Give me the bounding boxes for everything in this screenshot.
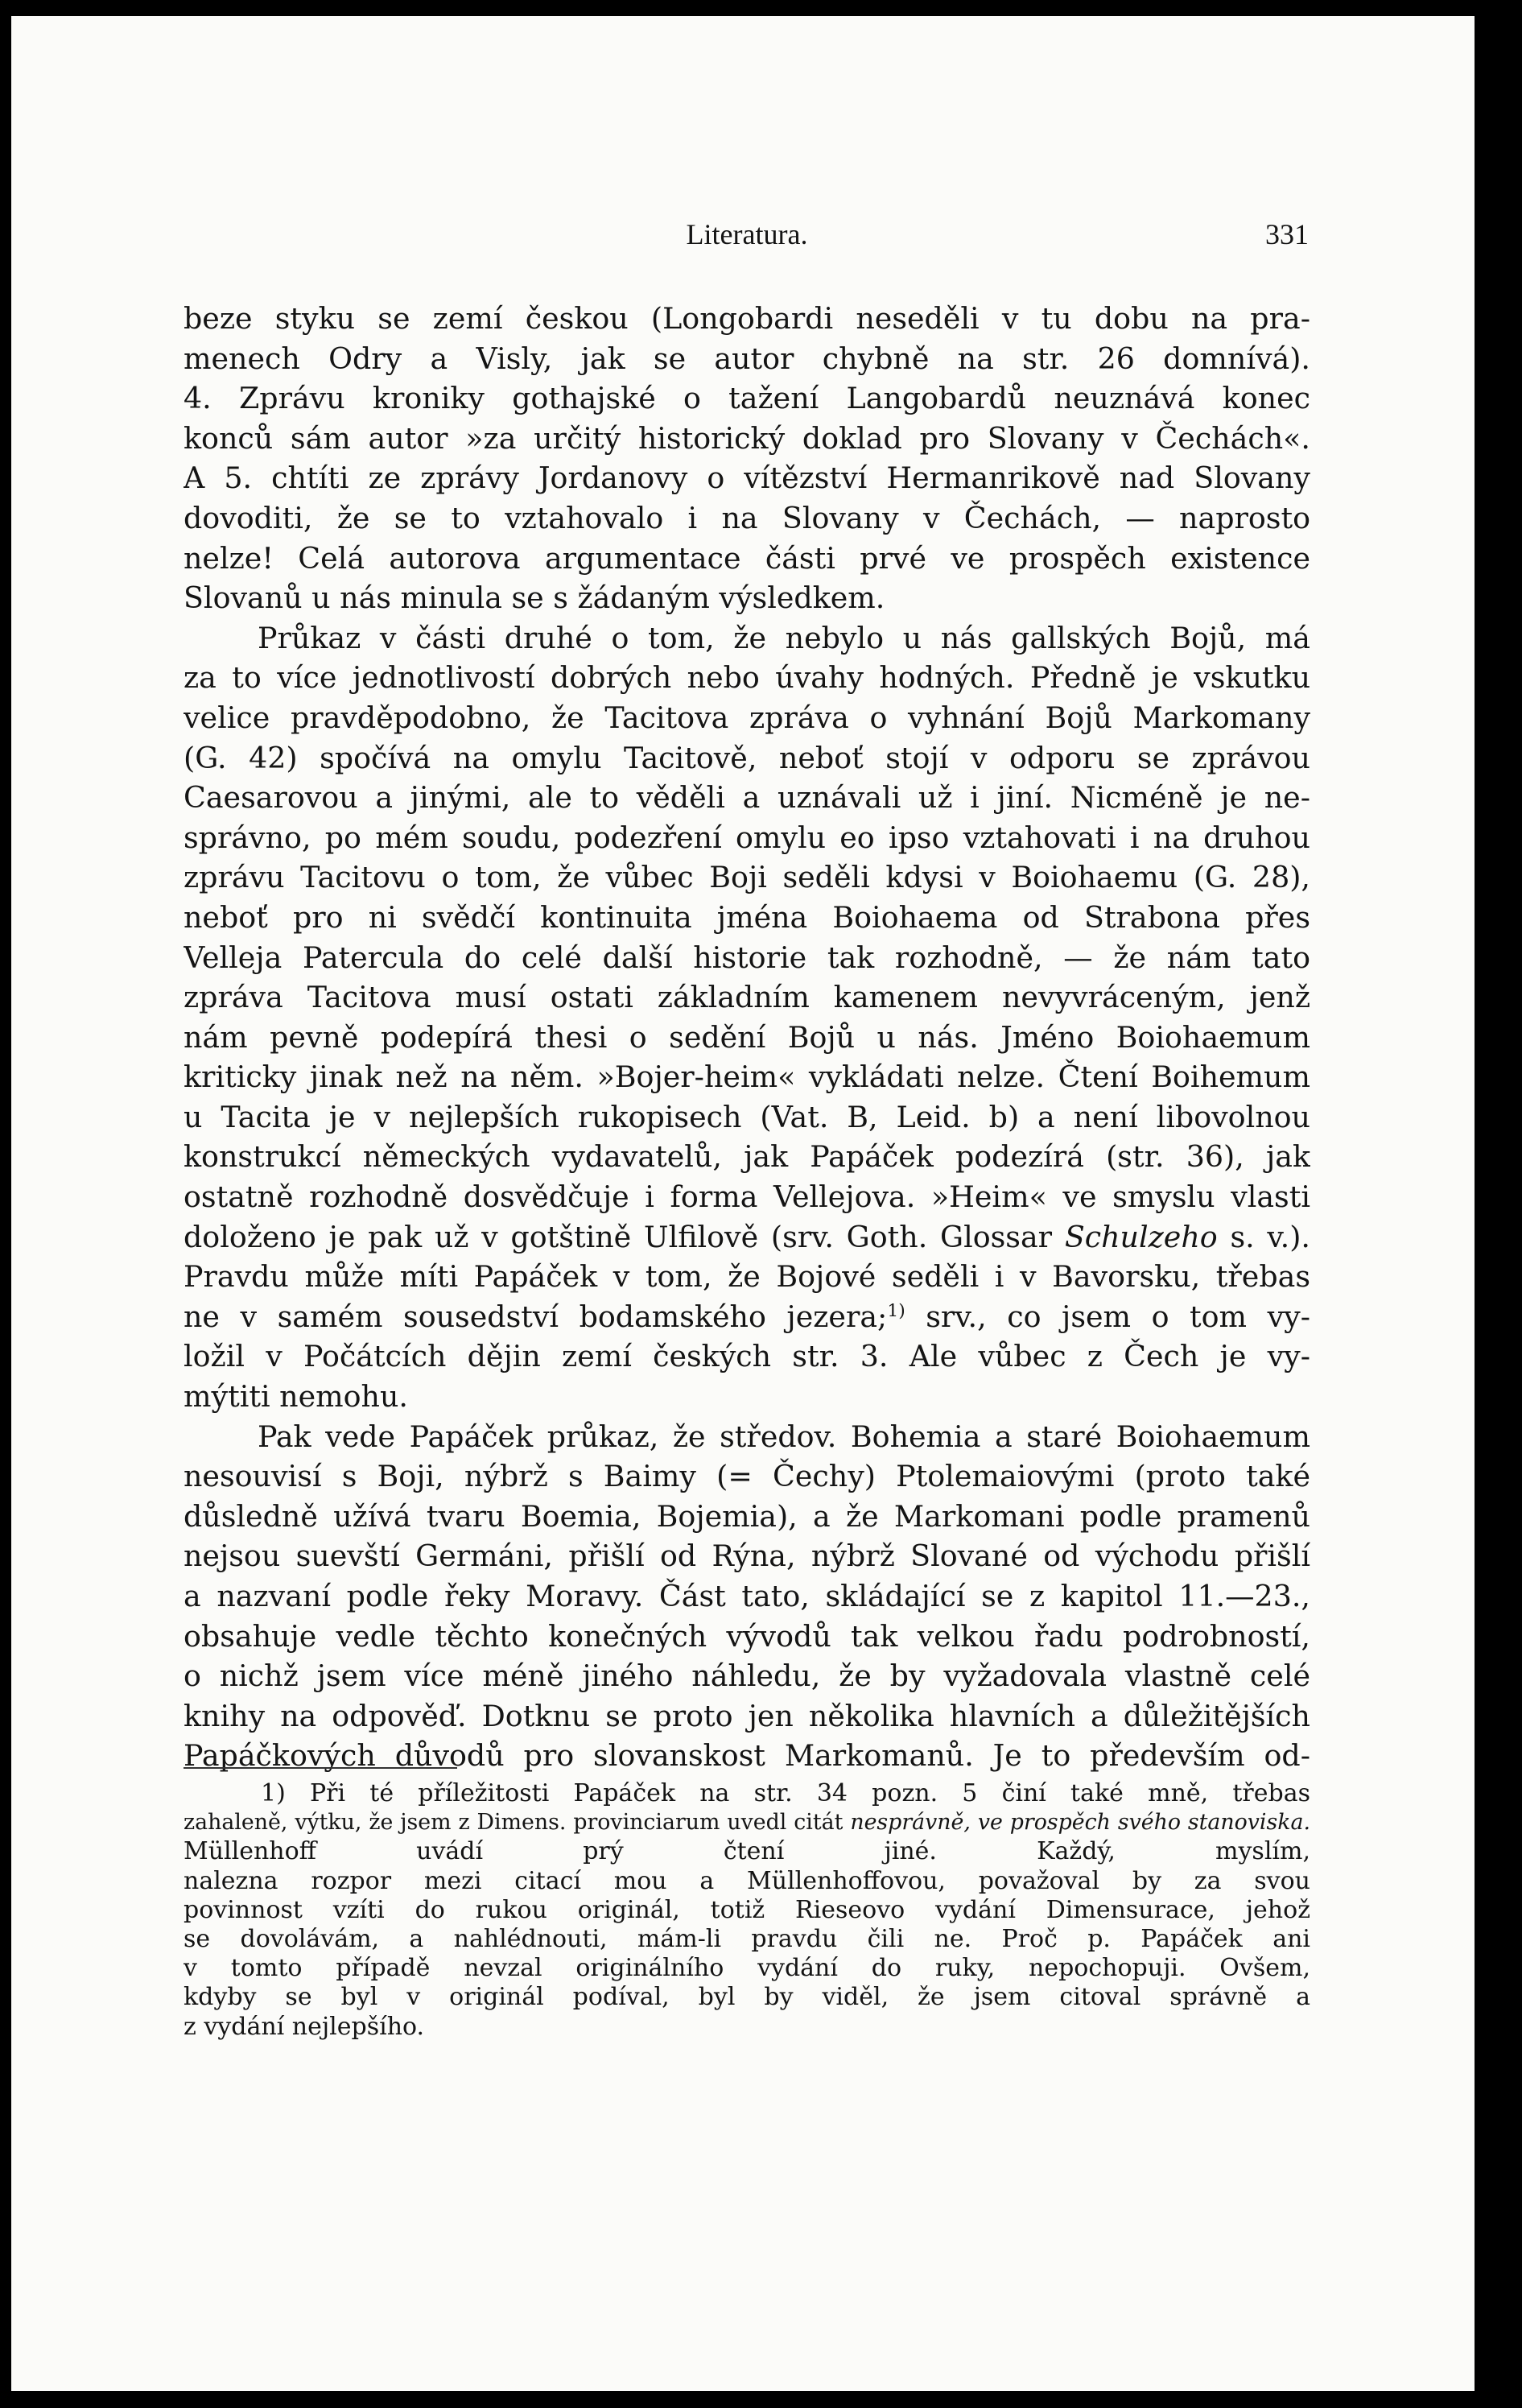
text-line: kriticky jinak než na něm. »Bojer-heim« vykládati nelze. Čtení Boihemum [184,1059,1310,1095]
text-line: o nichž jsem více méně jiného náhledu, že by vyžadovala vlastně celé [184,1658,1310,1694]
text-line: zpráva Tacitova musí ostati základním kamenem nevyvráceným, jenž [184,980,1310,1015]
text-line: neboť pro ni svědčí kontinuita jména Boiohaema od Strabona přes [184,899,1310,935]
text-line: mýtiti nemohu. [184,1379,408,1415]
text-line: A 5. chtíti ze zprávy Jordanovy o vítězství Hermanrikově nad Slovany [184,461,1310,496]
footnote-line: z vydání nejlepšího. [184,2012,425,2041]
text-line: Pak vede Papáček průkaz, že středov. Bohemia a staré Boiohaemum [258,1419,1310,1454]
footnote-line: Müllenhoff uvádí prý čtení jiné. Každý, myslím, [184,1837,1310,1866]
text-line: ložil v Počátcích dějin zemí českých str. 3. Ale vůbec z Čech je vy- [184,1339,1310,1374]
footnote-line: zahaleně, výtku, že jsem z Dimens. provinciarum uvedl citát nesprávně, ve prospěch svého stanoviska. [184,1810,1310,1836]
text-line: nejsou suevští Germáni, přišlí od Rýna, nýbrž Slované od východu přišlí [184,1539,1310,1574]
text-line: nám pevně podepírá thesi o sedění Bojů u nás. Jméno Boiohaemum [184,1019,1310,1055]
text-line: za to více jednotlivostí dobrých nebo úvahy hodných. Předně je vskutku [184,660,1310,696]
footnote-line: kdyby se byl v originál podíval, byl by viděl, že jsem citoval správně a [184,1983,1310,2012]
footnote-line: 1) Při té příležitosti Papáček na str. 34 pozn. 5 činí také mně, třebas [261,1779,1310,1807]
text-line: Velleja Patercula do celé další historie tak rozhodně, — že nám tato [184,940,1310,975]
text-line: u Tacita je v nejlepších rukopisech (Vat. B, Leid. b) a není libovolnou [184,1099,1310,1134]
text-line: a nazvaní podle řeky Moravy. Část tato, skládající se z kapitol 11.—23., [184,1579,1310,1613]
text-line: obsahuje vedle těchto konečných vývodů tak velkou řadu podrobností, [184,1618,1310,1654]
text-line: 4. Zprávu kroniky gothajské o tažení Langobardů neuznává konec [184,381,1310,416]
text-line: Pravdu může míti Papáček v tom, že Bojové seděli i v Bavorsku, třebas [184,1259,1310,1295]
text-line: konstrukcí německých vydavatelů, jak Papáček podezírá (str. 36), jak [184,1139,1310,1175]
text-line: Papáčkových důvodů pro slovanskost Markomanů. Je to především od- [184,1738,1310,1774]
body-text [184,299,1310,1776]
running-title: Literatura. [686,218,808,250]
footnote-divider [184,1767,457,1769]
author-name-italic: Schulzeho [1064,1219,1218,1254]
text-line: Průkaz v části druhé o tom, že nebylo u nás gallských Bojů, má [258,620,1310,655]
footnote-italic: nesprávně, ve prospěch svého stanoviska. [850,1810,1310,1836]
footnote-line: v tomto případě nevzal originálního vydání do ruky, nepochopuji. Ovšem, [184,1954,1310,1983]
text-line: důsledně užívá tvaru Boemia, Bojemia), a že Markomani podle pramenů [184,1498,1310,1534]
footnote-ref: 1) [887,1300,905,1321]
text-line: konců sám autor »za určitý historický doklad pro Slovany v Čechách«. [184,420,1310,456]
footnote-line: povinnost vzíti do rukou originál, totiž Rieseovo vydání Dimensurace, jehož [184,1895,1310,1924]
text-line: doloženo je pak už v gotštině Ulfilově (srv. Goth. Glossar Schulzeho s. v.). [184,1219,1310,1254]
text-line: dovoditi, že se to vztahovalo i na Slovany v Čechách, — naprosto [184,500,1310,535]
text-line: (G. 42) spočívá na omylu Tacitově, neboť stojí v odporu se zprávou [184,740,1310,775]
footnote-line: nalezna rozpor mezi citací mou a Müllenhoffovou, považoval by za svou [184,1866,1310,1895]
text-line: knihy na odpověď. Dotknu se proto jen několika hlavních a důležitějších [184,1698,1310,1733]
page-number: 331 [1265,218,1309,250]
text-line: menech Odry a Visly, jak se autor chybně na str. 26 domnívá). [184,341,1310,376]
footnote [184,1779,1310,2042]
text-line: ne v samém sousedství bodamského jezera;$^{1)}$ srv., co jsem o tom vy- [184,1299,1310,1334]
text-line: nelze! Celá autorova argumentace části prvé ve prospěch existence [184,540,1310,576]
text-line: Slovanů u nás minula se s žádaným výsledkem. [184,580,885,616]
text-line: beze styku se zemí českou (Longobardi neseděli v tu dobu na pra- [184,301,1310,336]
text-line: zprávu Tacitovu o tom, že vůbec Boji seděli kdysi v Boiohaemu (G. 28), [184,860,1310,895]
running-header [185,217,1309,250]
text-line: Caesarovou a jinými, ale to věděli a uznávali už i jiní. Nicméně je ne- [184,780,1310,816]
text-line: nesouvisí s Boji, nýbrž s Baimy (= Čechy) Ptolemaiovými (proto také [184,1459,1310,1494]
footnote-line: se dovolávám, a nahlédnouti, mám-li pravdu čili ne. Proč p. Papáček ani [184,1924,1310,1953]
text-line: ostatně rozhodně dosvědčuje i forma Vellejova. »Heim« ve smyslu vlasti [184,1179,1310,1215]
text-line: správno, po mém soudu, podezření omylu eo ipso vztahovati i na druhou [184,820,1310,855]
text-line: velice pravděpodobno, že Tacitova zpráva o vyhnání Bojů Markomany [184,700,1310,735]
